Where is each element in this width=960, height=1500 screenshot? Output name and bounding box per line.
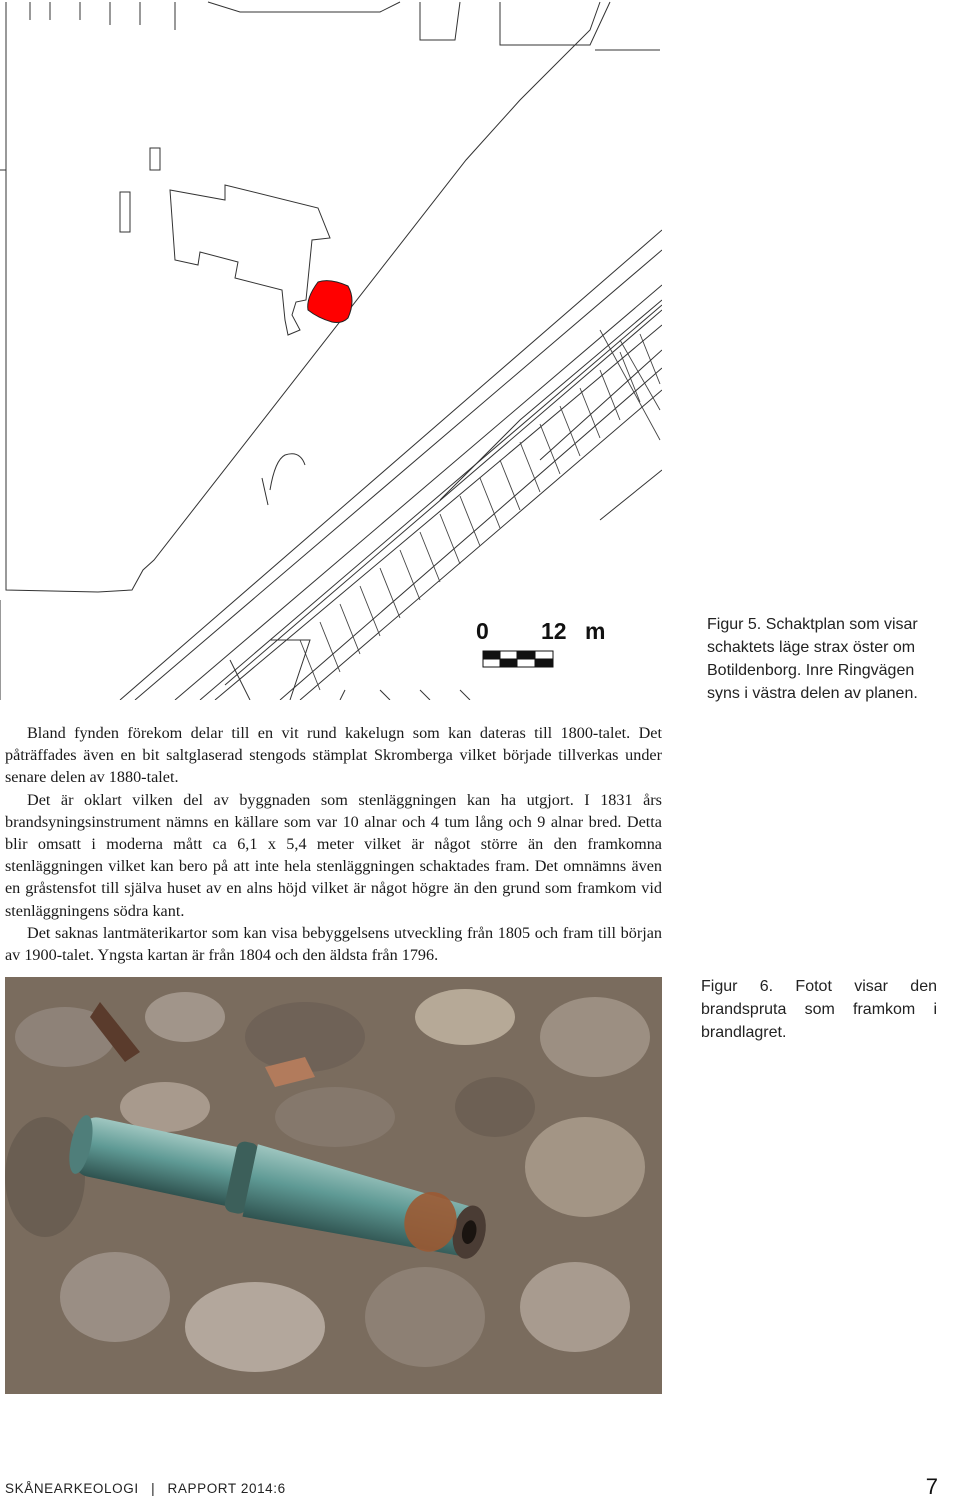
road-line: [120, 230, 662, 700]
block-outline-top: [208, 2, 400, 12]
building-footprint: [170, 185, 330, 335]
page-number: 7: [925, 1474, 938, 1499]
paragraph: Det saknas lantmäterikartor som kan visa bebyggelsens utveckling från 1805 och fram till början av 1900-talet. Yngsta kartan är från 1804 och den äldsta från 1796.: [5, 923, 662, 965]
fire-pump-photo: [5, 977, 662, 1394]
publisher-name: SKÅNEARKEOLOGI: [5, 1481, 139, 1496]
scale-zero-label: 0: [476, 618, 489, 644]
footer-publisher-line: [5, 1481, 286, 1496]
photo-drawing: [5, 977, 662, 1394]
scale-unit-label: m: [585, 618, 606, 644]
block-outline: [6, 2, 600, 592]
paragraph: Bland fynden förekom delar till en vit rund kakelugn som kan dateras till 1800-talet. Det påträffades även en bit saltglaserad stengods stämplat Skromberga vilket började tillverkas under senare delen av 1880-talet.: [5, 724, 662, 787]
site-plan-map: [0, 0, 662, 700]
paragraph: Det är oklart vilken del av byggnaden som stenläggningen kan ha utgjort. I 1831 års brandsyningsinstrument nämns en källare som var 10 alnar och 4 tum lång och 9 alnar bred. Detta blir omsatt i moderna mått ca 6,1 x 5,4 meter vilket är något större än den framkomna stenläggningen vilket kan bero på att inte hela stenläggningen schaktades fram. Det omnämns även en gråstensfot till själva huset av en alns höjd vilket är något högre än den grund som framkom vid stenläggningens södra kant.: [5, 790, 662, 920]
report-number: RAPPORT 2014:6: [167, 1481, 286, 1496]
body-text: [5, 722, 662, 966]
footer-separator: |: [151, 1481, 156, 1496]
figure-6-caption: Figur 6. Fotot visar den brandspruta som framkom i brandlagret.: [701, 978, 937, 1041]
figure-5-caption: Figur 5. Schaktplan som visar schaktets läge strax öster om Botildenborg. Inre Ringvägen syns i västra delen av planen.: [707, 616, 918, 702]
scale-value-label: 12: [541, 618, 567, 644]
site-plan-drawing: [0, 0, 662, 700]
excavation-area: [308, 281, 352, 323]
scale-bar: [483, 651, 553, 667]
